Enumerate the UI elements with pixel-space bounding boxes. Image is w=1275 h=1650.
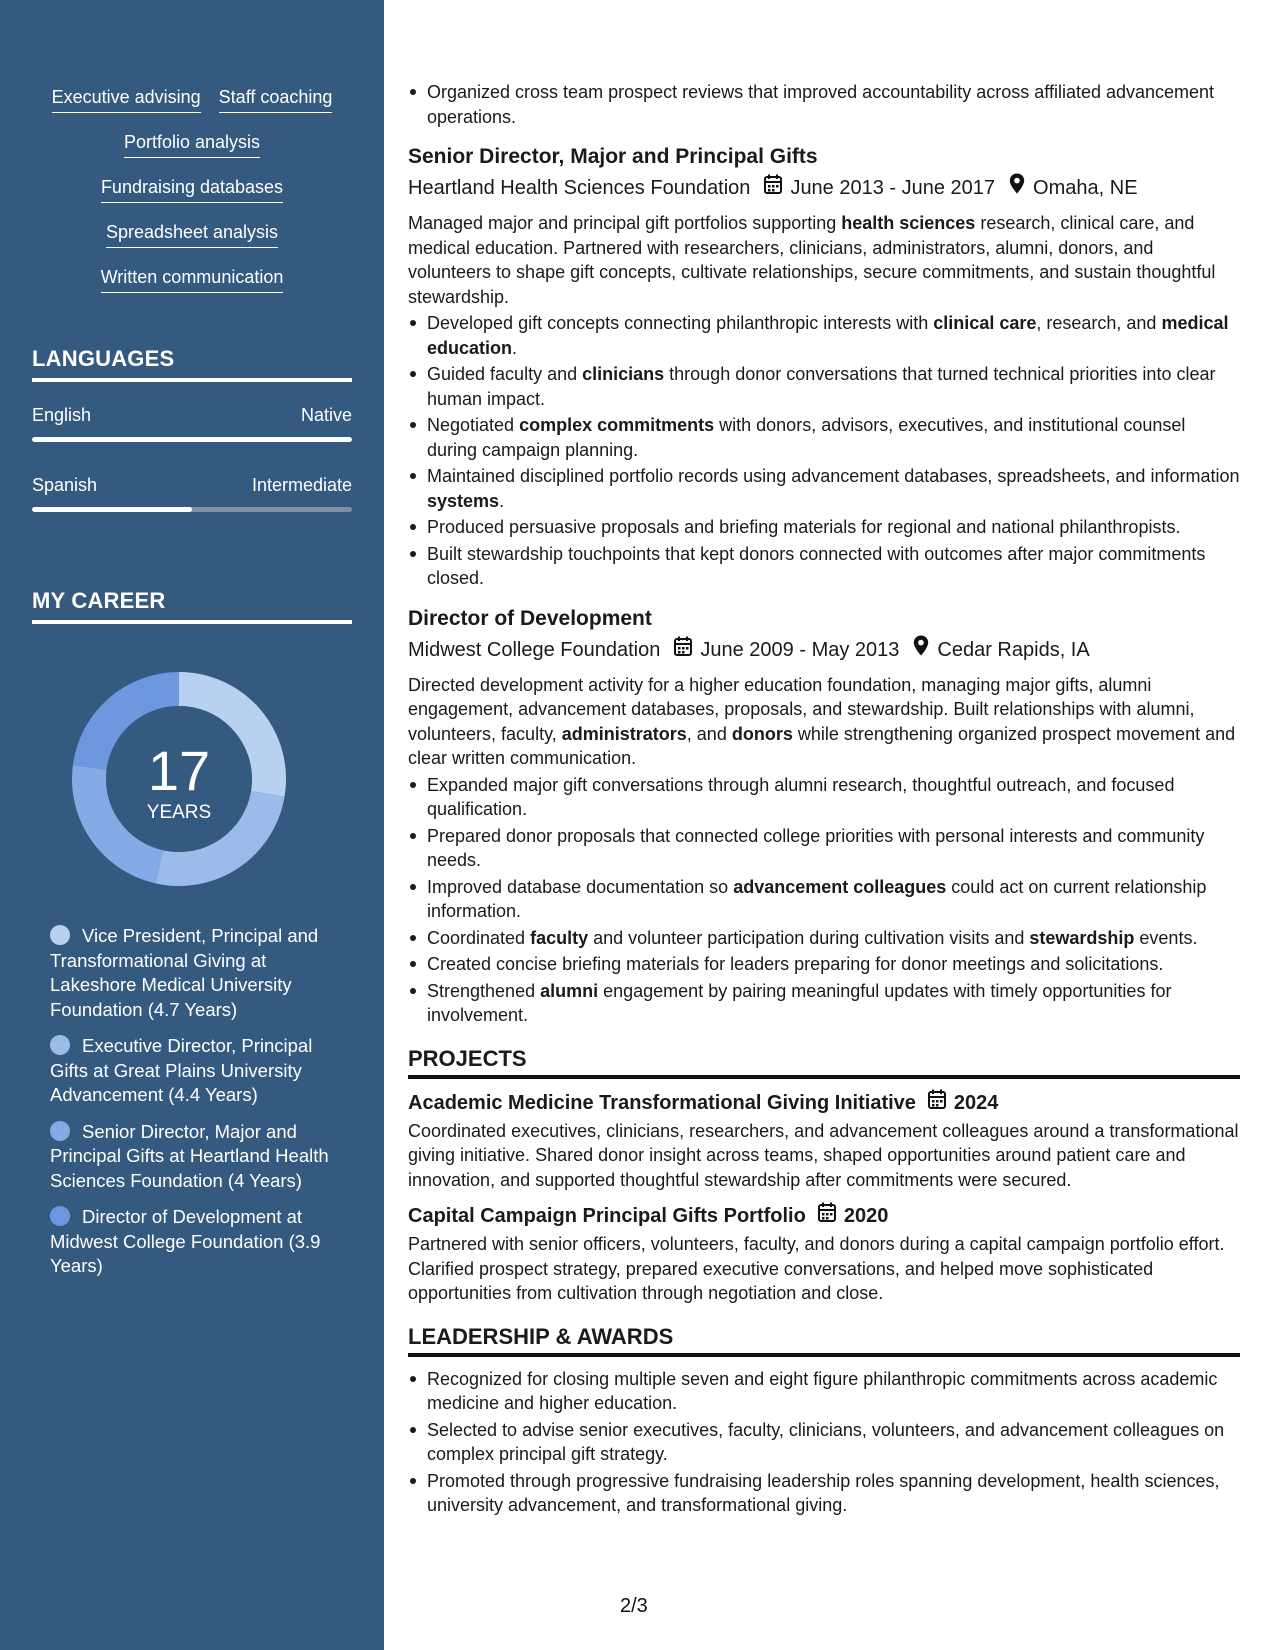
legend-dot-icon: [50, 925, 70, 945]
job-description: Managed major and principal gift portfolios supporting health sciences research, clinical care, and medical education. Partnered with researchers, clinicians, administrators, alumni, donors, and volunteers to shape gift concepts, cultivate relationships, secure commitments, and sustain thoughtful stewardship.: [408, 213, 1216, 307]
skill-tag: Executive advising: [52, 86, 201, 113]
skill-tag: Fundraising databases: [101, 176, 283, 203]
skill-row: [32, 266, 352, 311]
job-entry: [408, 605, 1240, 1028]
career-legend-label: Executive Director, Principal Gifts at Great Plains University Advancement (4.4 Years): [50, 1035, 313, 1105]
bullet-item: Improved database documentation so advancement colleagues could act on current relationship information.: [408, 875, 1240, 924]
bullet-item: Maintained disciplined portfolio records using advancement databases, spreadsheets, and information systems.: [408, 464, 1240, 513]
skill-row: [32, 86, 352, 131]
language-level-bar: [32, 437, 352, 442]
language-spanish: [32, 475, 352, 512]
project-year: 2024: [953, 1091, 999, 1114]
skill-tag: Staff coaching: [219, 86, 333, 113]
career-legend-label: Senior Director, Major and Principal Gifts at Heartland Health Sciences Foundation (4 Years): [50, 1120, 329, 1191]
career-legend-item: [50, 1205, 340, 1279]
location-pin-icon: [913, 635, 929, 665]
job-bullets: [408, 311, 1240, 591]
bullet-item: Guided faculty and clinicians through donor conversations that turned technical priorities into clear human impact.: [408, 362, 1240, 411]
bullet-item: Prepared donor proposals that connected college priorities with personal interests and community needs.: [408, 824, 1240, 873]
award-item: Recognized for closing multiple seven and eight figure philanthropic commitments across academic medicine and higher education.: [408, 1367, 1240, 1416]
award-item: Selected to advise senior executives, faculty, clinicians, volunteers, and advancement colleagues on complex principal gift strategy.: [408, 1418, 1240, 1467]
bullet-item: Organized cross team prospect reviews that improved accountability across affiliated advancement operations.: [408, 80, 1240, 129]
project-title-row: [408, 1202, 1240, 1230]
project-entry: [408, 1089, 1240, 1193]
skill-row: [32, 176, 352, 221]
project-title: Capital Campaign Principal Gifts Portfolio: [408, 1205, 806, 1227]
legend-dot-icon: [50, 1206, 70, 1226]
skill-tag: Spreadsheet analysis: [106, 221, 278, 248]
career-total-years: 17: [147, 739, 211, 802]
sidebar: [0, 0, 384, 1650]
career-heading: MY CAREER: [32, 588, 352, 624]
job-title: Senior Director, Major and Principal Gifts: [408, 145, 818, 168]
language-english: [32, 405, 352, 442]
language-level: Intermediate: [251, 475, 352, 495]
calendar-icon: [818, 1202, 836, 1230]
skill-tag: Written communication: [101, 266, 284, 293]
job-entry: [408, 143, 1240, 591]
bullet-item: Produced persuasive proposals and briefing materials for regional and national philanthropists.: [408, 515, 1240, 540]
project-title: Academic Medicine Transformational Giving Initiative: [408, 1091, 916, 1114]
career-legend-item: [50, 924, 340, 1022]
career-donut-chart: [66, 666, 292, 892]
project-title-row: [408, 1089, 1240, 1117]
job-meta: [408, 173, 1240, 203]
page-number: 2/3: [620, 1595, 648, 1617]
skill-tag: Portfolio analysis: [124, 131, 260, 158]
legend-dot-icon: [50, 1035, 70, 1055]
award-item: Promoted through progressive fundraising leadership roles spanning development, health sciences, university advancement, and transformational giving.: [408, 1469, 1240, 1518]
career-legend-item: [50, 1120, 340, 1194]
calendar-icon: [764, 173, 782, 203]
language-level-fill: [32, 507, 192, 512]
job-title: Director of Development: [408, 606, 652, 630]
language-level-fill: [32, 437, 352, 442]
project-year: 2020: [843, 1205, 889, 1227]
job-dates: June 2009 - May 2013: [700, 638, 900, 661]
job-location: Cedar Rapids, IA: [937, 638, 1090, 661]
project-entry: [408, 1202, 1240, 1306]
bullet-item: Coordinated faculty and volunteer participation during cultivation visits and stewardship events.: [408, 926, 1240, 951]
language-name: English: [32, 405, 92, 425]
bullet-item: Negotiated complex commitments with donors, advisors, executives, and institutional counsel during campaign planning.: [408, 413, 1240, 462]
calendar-icon: [928, 1089, 946, 1117]
bullet-item: Expanded major gift conversations through alumni research, thoughtful outreach, and focused qualification.: [408, 773, 1240, 822]
job-dates: June 2013 - June 2017: [790, 177, 996, 199]
project-description: Coordinated executives, clinicians, researchers, and advancement colleagues around a transformational giving initiative. Shared donor insight across teams, shaped opportunities around patient care and innovation, and supported thoughtful stewardship after commitments were secured.: [408, 1120, 1239, 1190]
career-legend-label: Director of Development at Midwest College Foundation (3.9 Years): [50, 1206, 321, 1276]
bullet-item: Created concise briefing materials for leaders preparing for donor meetings and solicitations.: [408, 952, 1240, 977]
skills-list: [32, 86, 352, 311]
project-description: Partnered with senior officers, volunteers, faculty, and donors during a capital campaign portfolio effort. Clarified prospect strategy, prepared executive conversations, and helped move sophisticated opportunities from cultivation through negotiation and close.: [408, 1234, 1225, 1303]
job-meta: [408, 635, 1240, 665]
location-pin-icon: [1009, 173, 1025, 203]
bullet-item: Built stewardship touchpoints that kept donors connected with outcomes after major commitments closed.: [408, 542, 1240, 591]
bullet-item: Strengthened alumni engagement by pairing meaningful updates with timely opportunities for involvement.: [408, 979, 1240, 1028]
bullet-item: Developed gift concepts connecting philanthropic interests with clinical care, research, and medical education.: [408, 311, 1240, 360]
legend-dot-icon: [50, 1121, 70, 1141]
language-level-bar: [32, 507, 352, 512]
skill-row: [32, 131, 352, 176]
job-description: Directed development activity for a higher education foundation, managing major gifts, alumni engagement, advancement databases, proposals, and stewardship. Built relationships with alumni, volunteers, faculty, administrators, and donors while strengthening organized prospect movement and clear written communication.: [408, 674, 1236, 768]
language-level: Native: [300, 405, 352, 425]
skill-row: [32, 221, 352, 266]
projects-heading: PROJECTS: [408, 1046, 1240, 1079]
calendar-icon: [674, 635, 692, 665]
job-bullets: [408, 773, 1240, 1028]
top-bullets: [408, 80, 1240, 129]
main-content: [408, 80, 1240, 1520]
career-total-unit: YEARS: [146, 802, 212, 823]
career-legend-label: Vice President, Principal and Transformational Giving at Lakeshore Medical University Foundation (4.7 Years): [50, 925, 319, 1020]
languages-heading: LANGUAGES: [32, 346, 352, 382]
career-legend-item: [50, 1034, 340, 1108]
awards-list: [408, 1367, 1240, 1518]
career-legend: [50, 924, 340, 1291]
job-location: Omaha, NE: [1033, 177, 1138, 199]
awards-heading: LEADERSHIP & AWARDS: [408, 1324, 1240, 1357]
job-org: Heartland Health Sciences Foundation: [408, 177, 751, 199]
job-org: Midwest College Foundation: [408, 638, 661, 661]
language-name: Spanish: [32, 475, 98, 495]
